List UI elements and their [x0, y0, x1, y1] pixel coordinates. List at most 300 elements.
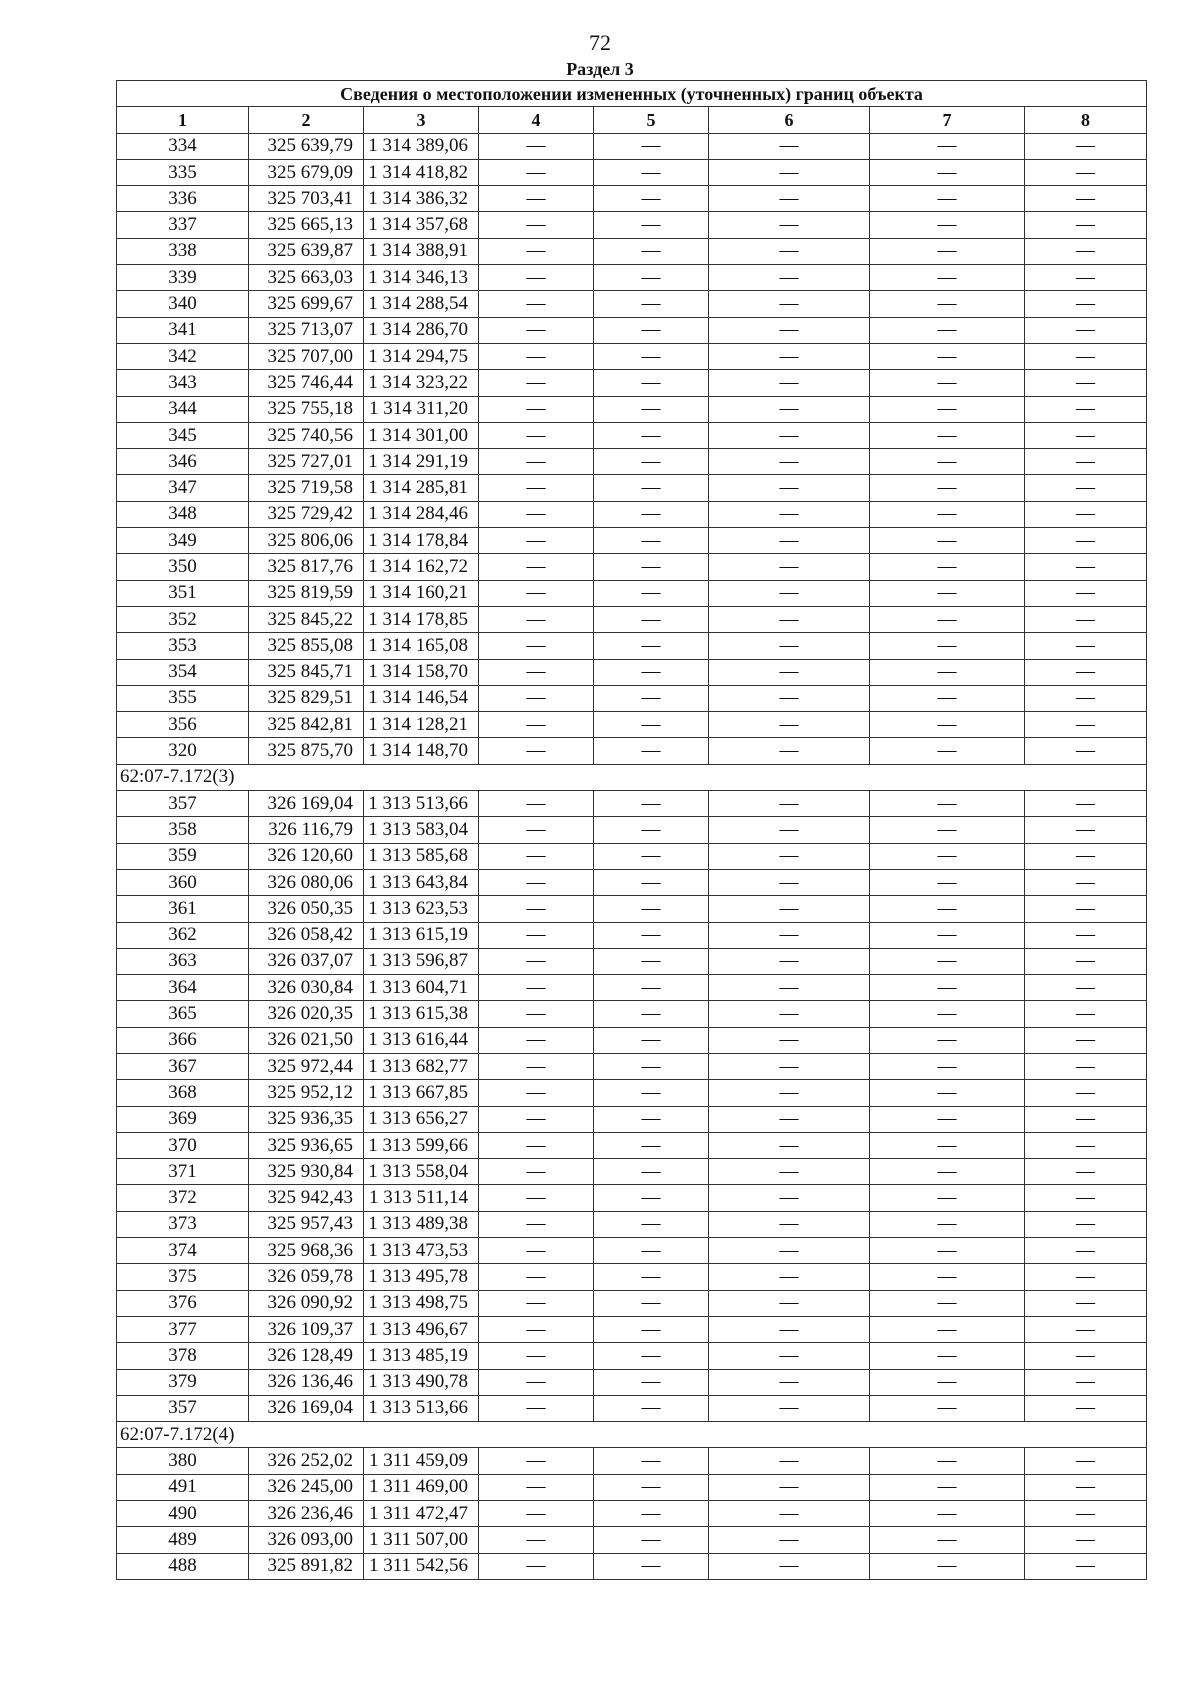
y-coordinate-cell: 1 313 513,66 [364, 791, 479, 817]
table-caption: Сведения о местоположении измененных (уточненных) границ объекта [117, 81, 1147, 107]
empty-mark-cell: — [709, 659, 870, 685]
empty-mark-cell: — [1025, 528, 1147, 554]
table-row [117, 791, 1147, 817]
empty-mark-cell: — [479, 1474, 594, 1500]
group-label-row [117, 1422, 1147, 1448]
empty-mark-cell: — [1025, 606, 1147, 632]
empty-mark-cell: — [594, 738, 709, 764]
empty-mark-cell: — [870, 896, 1025, 922]
empty-mark-cell: — [709, 554, 870, 580]
y-coordinate-cell: 1 314 386,32 [364, 186, 479, 212]
table-row [117, 1290, 1147, 1316]
empty-mark-cell: — [479, 869, 594, 895]
empty-mark-cell: — [709, 1343, 870, 1369]
empty-mark-cell: — [1025, 1316, 1147, 1342]
column-number: 7 [870, 107, 1025, 133]
point-number-cell: 353 [117, 633, 249, 659]
empty-mark-cell: — [479, 1369, 594, 1395]
empty-mark-cell: — [709, 1211, 870, 1237]
table-row [117, 975, 1147, 1001]
y-coordinate-cell: 1 313 473,53 [364, 1238, 479, 1264]
y-coordinate-cell: 1 314 284,46 [364, 501, 479, 527]
y-coordinate-cell: 1 314 162,72 [364, 554, 479, 580]
empty-mark-cell: — [594, 1474, 709, 1500]
table-row [117, 159, 1147, 185]
empty-mark-cell: — [709, 738, 870, 764]
table-row [117, 291, 1147, 317]
point-number-cell: 372 [117, 1185, 249, 1211]
empty-mark-cell: — [870, 265, 1025, 291]
x-coordinate-cell: 326 169,04 [249, 791, 364, 817]
x-coordinate-cell: 326 090,92 [249, 1290, 364, 1316]
y-coordinate-cell: 1 313 623,53 [364, 896, 479, 922]
empty-mark-cell: — [594, 501, 709, 527]
empty-mark-cell: — [870, 396, 1025, 422]
empty-mark-cell: — [594, 1211, 709, 1237]
empty-mark-cell: — [594, 1132, 709, 1158]
table-row [117, 817, 1147, 843]
empty-mark-cell: — [594, 843, 709, 869]
empty-mark-cell: — [479, 1264, 594, 1290]
empty-mark-cell: — [1025, 1027, 1147, 1053]
column-number: 5 [594, 107, 709, 133]
empty-mark-cell: — [1025, 1053, 1147, 1079]
x-coordinate-cell: 325 819,59 [249, 580, 364, 606]
y-coordinate-cell: 1 314 288,54 [364, 291, 479, 317]
y-coordinate-cell: 1 314 160,21 [364, 580, 479, 606]
empty-mark-cell: — [870, 1553, 1025, 1579]
y-coordinate-cell: 1 314 301,00 [364, 422, 479, 448]
empty-mark-cell: — [870, 1343, 1025, 1369]
empty-mark-cell: — [479, 133, 594, 159]
empty-mark-cell: — [594, 1395, 709, 1421]
x-coordinate-cell: 325 842,81 [249, 712, 364, 738]
y-coordinate-cell: 1 314 178,85 [364, 606, 479, 632]
empty-mark-cell: — [594, 922, 709, 948]
empty-mark-cell: — [709, 475, 870, 501]
x-coordinate-cell: 325 936,35 [249, 1106, 364, 1132]
empty-mark-cell: — [479, 317, 594, 343]
point-number-cell: 355 [117, 685, 249, 711]
point-number-cell: 352 [117, 606, 249, 632]
y-coordinate-cell: 1 313 490,78 [364, 1369, 479, 1395]
empty-mark-cell: — [479, 738, 594, 764]
empty-mark-cell: — [870, 1001, 1025, 1027]
empty-mark-cell: — [870, 449, 1025, 475]
empty-mark-cell: — [479, 554, 594, 580]
empty-mark-cell: — [870, 554, 1025, 580]
empty-mark-cell: — [479, 1448, 594, 1474]
empty-mark-cell: — [1025, 1290, 1147, 1316]
empty-mark-cell: — [870, 1238, 1025, 1264]
y-coordinate-cell: 1 314 291,19 [364, 449, 479, 475]
x-coordinate-cell: 326 037,07 [249, 948, 364, 974]
y-coordinate-cell: 1 314 148,70 [364, 738, 479, 764]
empty-mark-cell: — [870, 1369, 1025, 1395]
empty-mark-cell: — [479, 1132, 594, 1158]
empty-mark-cell: — [870, 1474, 1025, 1500]
empty-mark-cell: — [709, 869, 870, 895]
table-row [117, 1211, 1147, 1237]
empty-mark-cell: — [594, 186, 709, 212]
point-number-cell: 369 [117, 1106, 249, 1132]
empty-mark-cell: — [1025, 1553, 1147, 1579]
empty-mark-cell: — [594, 554, 709, 580]
point-number-cell: 488 [117, 1553, 249, 1579]
empty-mark-cell: — [594, 659, 709, 685]
x-coordinate-cell: 326 080,06 [249, 869, 364, 895]
y-coordinate-cell: 1 311 507,00 [364, 1527, 479, 1553]
empty-mark-cell: — [709, 1369, 870, 1395]
empty-mark-cell: — [594, 1316, 709, 1342]
empty-mark-cell: — [709, 1027, 870, 1053]
group-label: 62:07-7.172(3) [117, 764, 1147, 790]
x-coordinate-cell: 325 855,08 [249, 633, 364, 659]
empty-mark-cell: — [709, 1080, 870, 1106]
empty-mark-cell: — [870, 1448, 1025, 1474]
empty-mark-cell: — [709, 1553, 870, 1579]
empty-mark-cell: — [479, 1290, 594, 1316]
x-coordinate-cell: 325 930,84 [249, 1159, 364, 1185]
point-number-cell: 335 [117, 159, 249, 185]
empty-mark-cell: — [870, 1501, 1025, 1527]
table-row [117, 1106, 1147, 1132]
x-coordinate-cell: 326 136,46 [249, 1369, 364, 1395]
empty-mark-cell: — [870, 475, 1025, 501]
empty-mark-cell: — [1025, 869, 1147, 895]
x-coordinate-cell: 325 972,44 [249, 1053, 364, 1079]
y-coordinate-cell: 1 314 285,81 [364, 475, 479, 501]
empty-mark-cell: — [594, 422, 709, 448]
empty-mark-cell: — [709, 843, 870, 869]
empty-mark-cell: — [1025, 633, 1147, 659]
empty-mark-cell: — [479, 449, 594, 475]
empty-mark-cell: — [709, 1264, 870, 1290]
empty-mark-cell: — [1025, 212, 1147, 238]
column-number: 1 [117, 107, 249, 133]
empty-mark-cell: — [709, 606, 870, 632]
x-coordinate-cell: 326 030,84 [249, 975, 364, 1001]
table-row [117, 1185, 1147, 1211]
table-row [117, 422, 1147, 448]
x-coordinate-cell: 326 021,50 [249, 1027, 364, 1053]
y-coordinate-cell: 1 314 346,13 [364, 265, 479, 291]
table-row [117, 633, 1147, 659]
x-coordinate-cell: 325 755,18 [249, 396, 364, 422]
x-coordinate-cell: 326 252,02 [249, 1448, 364, 1474]
table-row [117, 1080, 1147, 1106]
table-row [117, 922, 1147, 948]
table-row [117, 370, 1147, 396]
column-number: 3 [364, 107, 479, 133]
empty-mark-cell: — [870, 1211, 1025, 1237]
point-number-cell: 350 [117, 554, 249, 580]
empty-mark-cell: — [1025, 159, 1147, 185]
point-number-cell: 376 [117, 1290, 249, 1316]
empty-mark-cell: — [1025, 685, 1147, 711]
empty-mark-cell: — [594, 528, 709, 554]
empty-mark-cell: — [870, 869, 1025, 895]
empty-mark-cell: — [709, 291, 870, 317]
empty-mark-cell: — [1025, 265, 1147, 291]
empty-mark-cell: — [709, 159, 870, 185]
table-row [117, 317, 1147, 343]
empty-mark-cell: — [1025, 1264, 1147, 1290]
table-row [117, 1553, 1147, 1579]
x-coordinate-cell: 325 817,76 [249, 554, 364, 580]
empty-mark-cell: — [709, 1316, 870, 1342]
empty-mark-cell: — [709, 633, 870, 659]
table-row [117, 1527, 1147, 1553]
section-title: Раздел 3 [566, 59, 634, 79]
empty-mark-cell: — [709, 133, 870, 159]
empty-mark-cell: — [870, 186, 1025, 212]
point-number-cell: 367 [117, 1053, 249, 1079]
empty-mark-cell: — [479, 1080, 594, 1106]
group-label-row [117, 764, 1147, 790]
empty-mark-cell: — [709, 1001, 870, 1027]
y-coordinate-cell: 1 313 489,38 [364, 1211, 479, 1237]
x-coordinate-cell: 325 891,82 [249, 1553, 364, 1579]
empty-mark-cell: — [870, 791, 1025, 817]
empty-mark-cell: — [1025, 396, 1147, 422]
empty-mark-cell: — [479, 1501, 594, 1527]
table-row [117, 396, 1147, 422]
table-row [117, 265, 1147, 291]
empty-mark-cell: — [870, 1185, 1025, 1211]
empty-mark-cell: — [1025, 817, 1147, 843]
empty-mark-cell: — [870, 133, 1025, 159]
point-number-cell: 347 [117, 475, 249, 501]
x-coordinate-cell: 326 245,00 [249, 1474, 364, 1500]
table-row [117, 1501, 1147, 1527]
empty-mark-cell: — [709, 212, 870, 238]
empty-mark-cell: — [479, 712, 594, 738]
point-number-cell: 373 [117, 1211, 249, 1237]
empty-mark-cell: — [1025, 896, 1147, 922]
empty-mark-cell: — [1025, 475, 1147, 501]
table-row [117, 1238, 1147, 1264]
empty-mark-cell: — [870, 422, 1025, 448]
empty-mark-cell: — [594, 212, 709, 238]
empty-mark-cell: — [870, 212, 1025, 238]
point-number-cell: 320 [117, 738, 249, 764]
table-row [117, 1369, 1147, 1395]
empty-mark-cell: — [1025, 554, 1147, 580]
empty-mark-cell: — [709, 238, 870, 264]
point-number-cell: 374 [117, 1238, 249, 1264]
empty-mark-cell: — [479, 1395, 594, 1421]
empty-mark-cell: — [1025, 1080, 1147, 1106]
table-row [117, 659, 1147, 685]
point-number-cell: 366 [117, 1027, 249, 1053]
empty-mark-cell: — [1025, 791, 1147, 817]
empty-mark-cell: — [709, 975, 870, 1001]
empty-mark-cell: — [1025, 1343, 1147, 1369]
x-coordinate-cell: 326 128,49 [249, 1343, 364, 1369]
x-coordinate-cell: 325 845,22 [249, 606, 364, 632]
y-coordinate-cell: 1 314 323,22 [364, 370, 479, 396]
table-row [117, 1132, 1147, 1158]
column-number: 6 [709, 107, 870, 133]
empty-mark-cell: — [870, 1527, 1025, 1553]
y-coordinate-cell: 1 313 656,27 [364, 1106, 479, 1132]
point-number-cell: 357 [117, 791, 249, 817]
point-number-cell: 341 [117, 317, 249, 343]
empty-mark-cell: — [870, 738, 1025, 764]
empty-mark-cell: — [870, 633, 1025, 659]
empty-mark-cell: — [594, 159, 709, 185]
point-number-cell: 348 [117, 501, 249, 527]
x-coordinate-cell: 325 942,43 [249, 1185, 364, 1211]
y-coordinate-cell: 1 314 311,20 [364, 396, 479, 422]
y-coordinate-cell: 1 313 643,84 [364, 869, 479, 895]
empty-mark-cell: — [1025, 1238, 1147, 1264]
empty-mark-cell: — [594, 685, 709, 711]
empty-mark-cell: — [479, 238, 594, 264]
empty-mark-cell: — [479, 1053, 594, 1079]
empty-mark-cell: — [709, 1238, 870, 1264]
empty-mark-cell: — [1025, 922, 1147, 948]
empty-mark-cell: — [479, 975, 594, 1001]
point-number-cell: 380 [117, 1448, 249, 1474]
group-label: 62:07-7.172(4) [117, 1422, 1147, 1448]
empty-mark-cell: — [1025, 1474, 1147, 1500]
empty-mark-cell: — [479, 606, 594, 632]
table-row [117, 1027, 1147, 1053]
empty-mark-cell: — [594, 791, 709, 817]
empty-mark-cell: — [1025, 422, 1147, 448]
x-coordinate-cell: 325 727,01 [249, 449, 364, 475]
empty-mark-cell: — [1025, 186, 1147, 212]
y-coordinate-cell: 1 314 286,70 [364, 317, 479, 343]
empty-mark-cell: — [479, 186, 594, 212]
empty-mark-cell: — [709, 896, 870, 922]
empty-mark-cell: — [870, 1106, 1025, 1132]
y-coordinate-cell: 1 313 513,66 [364, 1395, 479, 1421]
page-number: 72 [589, 30, 611, 55]
empty-mark-cell: — [709, 396, 870, 422]
empty-mark-cell: — [1025, 317, 1147, 343]
table-row [117, 1343, 1147, 1369]
y-coordinate-cell: 1 313 498,75 [364, 1290, 479, 1316]
empty-mark-cell: — [709, 817, 870, 843]
table-row [117, 580, 1147, 606]
y-coordinate-cell: 1 314 388,91 [364, 238, 479, 264]
empty-mark-cell: — [594, 1001, 709, 1027]
empty-mark-cell: — [1025, 1527, 1147, 1553]
table-row [117, 212, 1147, 238]
y-coordinate-cell: 1 314 357,68 [364, 212, 479, 238]
empty-mark-cell: — [1025, 370, 1147, 396]
y-coordinate-cell: 1 314 418,82 [364, 159, 479, 185]
empty-mark-cell: — [594, 975, 709, 1001]
empty-mark-cell: — [709, 1474, 870, 1500]
empty-mark-cell: — [594, 869, 709, 895]
empty-mark-cell: — [479, 212, 594, 238]
y-coordinate-cell: 1 314 158,70 [364, 659, 479, 685]
point-number-cell: 358 [117, 817, 249, 843]
empty-mark-cell: — [709, 1185, 870, 1211]
table-row [117, 475, 1147, 501]
empty-mark-cell: — [594, 1238, 709, 1264]
point-number-cell: 363 [117, 948, 249, 974]
x-coordinate-cell: 325 707,00 [249, 343, 364, 369]
empty-mark-cell: — [870, 606, 1025, 632]
point-number-cell: 362 [117, 922, 249, 948]
table-row [117, 238, 1147, 264]
empty-mark-cell: — [1025, 501, 1147, 527]
empty-mark-cell: — [479, 791, 594, 817]
x-coordinate-cell: 325 952,12 [249, 1080, 364, 1106]
empty-mark-cell: — [1025, 1501, 1147, 1527]
point-number-cell: 378 [117, 1343, 249, 1369]
table-row [117, 843, 1147, 869]
column-number: 8 [1025, 107, 1147, 133]
x-coordinate-cell: 325 713,07 [249, 317, 364, 343]
point-number-cell: 345 [117, 422, 249, 448]
empty-mark-cell: — [709, 528, 870, 554]
table-body [117, 133, 1147, 1579]
empty-mark-cell: — [709, 1132, 870, 1158]
empty-mark-cell: — [709, 1290, 870, 1316]
empty-mark-cell: — [594, 817, 709, 843]
table-row [117, 1264, 1147, 1290]
empty-mark-cell: — [1025, 580, 1147, 606]
empty-mark-cell: — [870, 975, 1025, 1001]
empty-mark-cell: — [594, 1159, 709, 1185]
y-coordinate-cell: 1 311 459,09 [364, 1448, 479, 1474]
x-coordinate-cell: 325 957,43 [249, 1211, 364, 1237]
point-number-cell: 370 [117, 1132, 249, 1158]
empty-mark-cell: — [479, 922, 594, 948]
empty-mark-cell: — [594, 449, 709, 475]
empty-mark-cell: — [1025, 1211, 1147, 1237]
empty-mark-cell: — [1025, 1395, 1147, 1421]
empty-mark-cell: — [709, 948, 870, 974]
empty-mark-cell: — [870, 659, 1025, 685]
point-number-cell: 338 [117, 238, 249, 264]
empty-mark-cell: — [870, 1290, 1025, 1316]
point-number-cell: 371 [117, 1159, 249, 1185]
empty-mark-cell: — [870, 948, 1025, 974]
coordinates-table [116, 80, 1147, 1580]
point-number-cell: 342 [117, 343, 249, 369]
empty-mark-cell: — [1025, 659, 1147, 685]
y-coordinate-cell: 1 313 495,78 [364, 1264, 479, 1290]
x-coordinate-cell: 326 120,60 [249, 843, 364, 869]
point-number-cell: 368 [117, 1080, 249, 1106]
empty-mark-cell: — [594, 1027, 709, 1053]
empty-mark-cell: — [594, 265, 709, 291]
point-number-cell: 377 [117, 1316, 249, 1342]
point-number-cell: 344 [117, 396, 249, 422]
empty-mark-cell: — [1025, 238, 1147, 264]
table-row [117, 606, 1147, 632]
empty-mark-cell: — [870, 1027, 1025, 1053]
empty-mark-cell: — [594, 1053, 709, 1079]
empty-mark-cell: — [594, 370, 709, 396]
table-row [117, 1001, 1147, 1027]
x-coordinate-cell: 325 968,36 [249, 1238, 364, 1264]
empty-mark-cell: — [479, 633, 594, 659]
empty-mark-cell: — [1025, 712, 1147, 738]
empty-mark-cell: — [594, 896, 709, 922]
empty-mark-cell: — [479, 1553, 594, 1579]
empty-mark-cell: — [1025, 291, 1147, 317]
empty-mark-cell: — [709, 1106, 870, 1132]
point-number-cell: 343 [117, 370, 249, 396]
